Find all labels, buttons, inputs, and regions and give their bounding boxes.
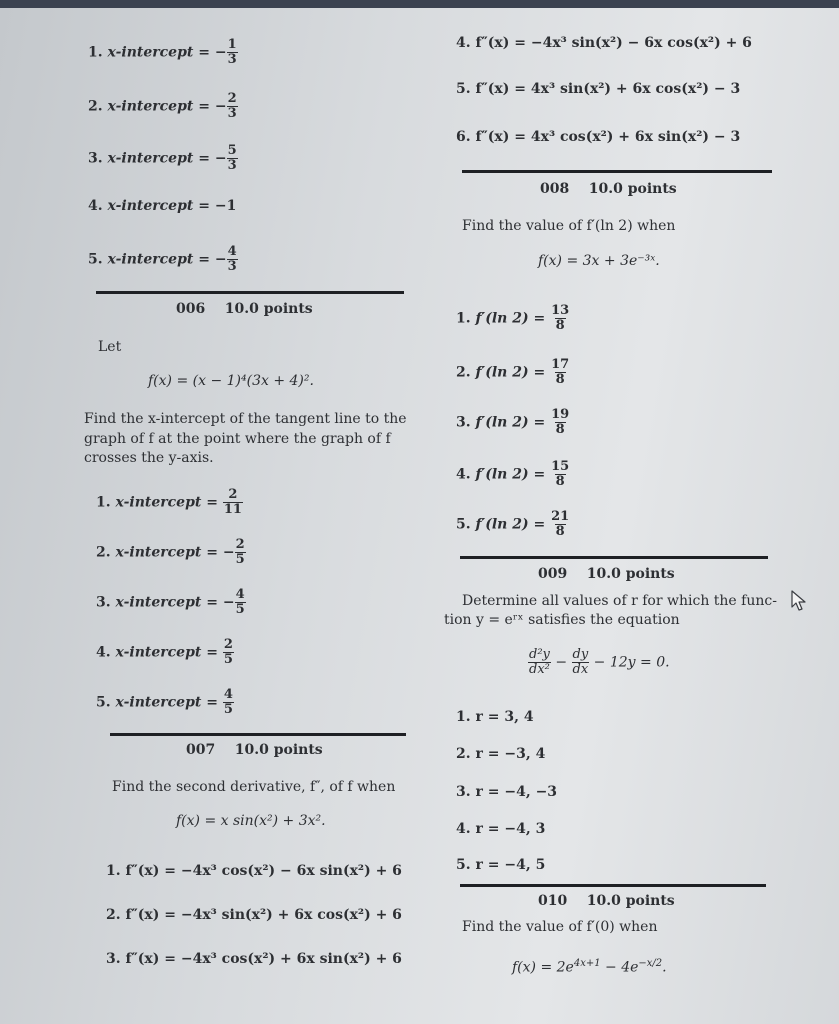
q009-header: 009 10.0 points	[538, 566, 675, 582]
choice-prev-4[interactable]: 4. x-intercept = −1	[88, 198, 237, 214]
q007-choice-2[interactable]: 2. f″(x) = −4x³ sin(x²) + 6x cos(x²) + 6	[106, 907, 402, 923]
choice-prev-r4[interactable]: 4. f″(x) = −4x³ sin(x²) − 6x cos(x²) + 6	[456, 35, 752, 51]
q009-choice-3[interactable]: 3. r = −4, −3	[456, 784, 558, 800]
divider-010	[460, 884, 766, 887]
choice-prev-r5[interactable]: 5. f″(x) = 4x³ sin(x²) + 6x cos(x²) − 3	[456, 81, 741, 97]
q007-formula: f(x) = x sin(x²) + 3x².	[176, 813, 326, 829]
q009-choice-4[interactable]: 4. r = −4, 3	[456, 821, 546, 837]
q006-choice-1[interactable]: 1. x-intercept = $\frac{2}{11}$	[96, 487, 242, 517]
q007-header: 007 10.0 points	[186, 742, 323, 758]
q008-choice-4[interactable]: 4. f′(ln 2) = $\frac{15}{8}$	[456, 459, 570, 489]
right-column	[420, 0, 839, 1024]
q009-prompt-line-2: tion y = eʳˣ satisfies the equation	[444, 612, 680, 628]
q008-prompt: Find the value of f′(ln 2) when	[462, 218, 676, 234]
q008-choice-1[interactable]: 1. f′(ln 2) = $\frac{13}{8}$	[456, 303, 570, 333]
q007-choice-3[interactable]: 3. f″(x) = −4x³ cos(x²) + 6x sin(x²) + 6	[106, 951, 402, 967]
divider-007	[110, 733, 406, 736]
q009-choice-2[interactable]: 2. r = −3, 4	[456, 746, 546, 762]
q006-choice-5[interactable]: 5. x-intercept = $\frac{4}{5}$	[96, 687, 233, 717]
q006-prompt-line-1: Find the x-intercept of the tangent line to the	[84, 411, 407, 427]
q008-header: 008 10.0 points	[540, 181, 677, 197]
q010-formula: $f(x) = 2e^{4x+1} - 4e^{-x/2}$.	[512, 958, 667, 976]
q010-header: 010 10.0 points	[538, 893, 675, 909]
q006-choice-2[interactable]: 2. x-intercept = − $\frac{2}{5}$	[96, 537, 245, 567]
q006-let: Let	[98, 339, 122, 355]
mouse-cursor-icon	[791, 590, 807, 612]
q010-prompt: Find the value of f′(0) when	[462, 919, 658, 935]
choice-prev-r6[interactable]: 6. f″(x) = 4x³ cos(x²) + 6x sin(x²) − 3	[456, 129, 741, 145]
q008-choice-3[interactable]: 3. f′(ln 2) = $\frac{19}{8}$	[456, 407, 570, 437]
q009-choice-5[interactable]: 5. r = −4, 5	[456, 857, 546, 873]
divider-009	[460, 556, 768, 559]
q006-prompt-line-2: graph of f at the point where the graph of f	[84, 431, 391, 447]
q007-prompt: Find the second derivative, f″, of f when	[112, 779, 396, 795]
q008-choice-2[interactable]: 2. f′(ln 2) = $\frac{17}{8}$	[456, 357, 570, 387]
choice-prev-1[interactable]: 1. x-intercept = − $\frac{1}{3}$	[88, 37, 237, 67]
q009-choice-1[interactable]: 1. r = 3, 4	[456, 709, 534, 725]
q006-choice-4[interactable]: 4. x-intercept = $\frac{2}{5}$	[96, 637, 233, 667]
q006-header: 006 10.0 points	[176, 301, 313, 317]
choice-prev-3[interactable]: 3. x-intercept = − $\frac{5}{3}$	[88, 143, 237, 173]
divider-006	[96, 291, 404, 294]
q008-choice-5[interactable]: 5. f′(ln 2) = $\frac{21}{8}$	[456, 509, 570, 539]
q009-prompt-line-1: Determine all values of r for which the func-	[462, 593, 777, 609]
q006-choice-3[interactable]: 3. x-intercept = − $\frac{4}{5}$	[96, 587, 245, 617]
q006-prompt-line-3: crosses the y-axis.	[84, 450, 214, 466]
divider-008	[462, 170, 772, 173]
q007-choice-1[interactable]: 1. f″(x) = −4x³ cos(x²) − 6x sin(x²) + 6	[106, 863, 402, 879]
choice-prev-2[interactable]: 2. x-intercept = − $\frac{2}{3}$	[88, 91, 237, 121]
q006-formula: f(x) = (x − 1)⁴(3x + 4)².	[148, 373, 314, 389]
q008-formula: f(x) = 3x + 3e⁻³ˣ.	[538, 253, 660, 269]
choice-prev-5[interactable]: 5. x-intercept = − $\frac{4}{3}$	[88, 244, 237, 274]
q009-equation: $\frac{\text{d²y}}{\text{dx²}}$ − $\frac{dy}{dx}$ − 12y = 0.	[529, 647, 670, 677]
